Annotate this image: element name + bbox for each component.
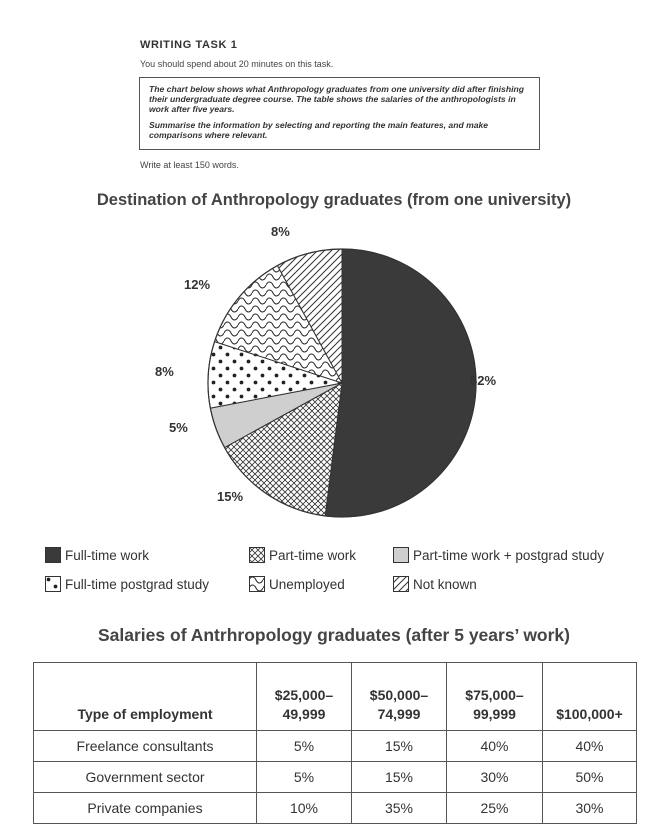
- percentage-cell: 40%: [447, 731, 543, 762]
- header-salary-band: $75,000– 99,999: [447, 663, 543, 731]
- legend-label: Part-time work + postgrad study: [413, 547, 604, 563]
- legend-label: Not known: [413, 576, 477, 592]
- percentage-cell: 5%: [257, 762, 352, 793]
- percentage-cell: 35%: [352, 793, 447, 824]
- percentage-cell: 10%: [257, 793, 352, 824]
- legend-swatch: [249, 576, 265, 592]
- slice-percentage-label: 52%: [470, 373, 497, 388]
- header-salary-band: $25,000– 49,999: [257, 663, 352, 731]
- legend-item-not-known: [393, 575, 477, 593]
- legend-item-part-time-work-postgrad-study: [393, 546, 604, 564]
- header-type-of-employment: Type of employment: [34, 663, 257, 731]
- percentage-cell: 15%: [352, 762, 447, 793]
- legend-swatch: [45, 576, 61, 592]
- task-prompt-box: [139, 77, 540, 150]
- header-salary-band: $50,000– 74,999: [352, 663, 447, 731]
- task-prompt-paragraph: Summarise the information by selecting and reporting the main features, and make comparisons where relevant.: [149, 120, 489, 140]
- pie-chart: [0, 225, 668, 535]
- table-row: [34, 762, 637, 793]
- slice-percentage-label: 15%: [217, 489, 244, 504]
- table-row: [34, 793, 637, 824]
- slice-percentage-label: 12%: [184, 277, 211, 292]
- employment-type-cell: Freelance consultants: [34, 731, 257, 762]
- percentage-cell: 30%: [543, 793, 637, 824]
- employment-type-cell: Government sector: [34, 762, 257, 793]
- legend-label: Full-time postgrad study: [65, 576, 210, 592]
- legend-swatch: [249, 547, 265, 563]
- legend-swatch: [393, 547, 409, 563]
- legend-label: Part-time work: [269, 547, 357, 563]
- employment-type-cell: Private companies: [34, 793, 257, 824]
- percentage-cell: 40%: [543, 731, 637, 762]
- legend-item-part-time-work: [249, 546, 356, 564]
- table-title: Salaries of Antrhropology graduates (after 5 years’ work): [98, 625, 570, 645]
- task-instruction: You should spend about 20 minutes on this task.: [140, 59, 334, 69]
- legend-item-full-time-postgrad-study: [45, 575, 209, 593]
- legend-item-unemployed: [249, 575, 345, 593]
- salary-table: [33, 662, 637, 824]
- legend-swatch: [45, 547, 61, 563]
- percentage-cell: 15%: [352, 731, 447, 762]
- task-heading: WRITING TASK 1: [140, 39, 238, 51]
- chart-title: Destination of Anthropology graduates (from one university): [96, 191, 572, 209]
- slice-percentage-label: 8%: [155, 364, 174, 379]
- legend-item-full-time-work: [45, 546, 149, 564]
- percentage-cell: 50%: [543, 762, 637, 793]
- legend-label: Full-time work: [65, 547, 150, 563]
- header-salary-band: $100,000+: [543, 663, 637, 731]
- word-count-instruction: Write at least 150 words.: [140, 160, 239, 170]
- legend-swatch: [393, 576, 409, 592]
- percentage-cell: 25%: [447, 793, 543, 824]
- slice-percentage-label: 8%: [271, 224, 290, 239]
- percentage-cell: 5%: [257, 731, 352, 762]
- table-row: [34, 731, 637, 762]
- table-header-row: [34, 663, 637, 731]
- percentage-cell: 30%: [447, 762, 543, 793]
- pie-slice-full-time-work: [325, 249, 476, 517]
- legend-label: Unemployed: [269, 576, 345, 592]
- slice-percentage-label: 5%: [169, 420, 188, 435]
- task-prompt-paragraph: The chart below shows what Anthropology graduates from one university did after finishing their undergraduate degree course. The table shows the salaries of the anthropologists in work after five years.: [149, 84, 524, 114]
